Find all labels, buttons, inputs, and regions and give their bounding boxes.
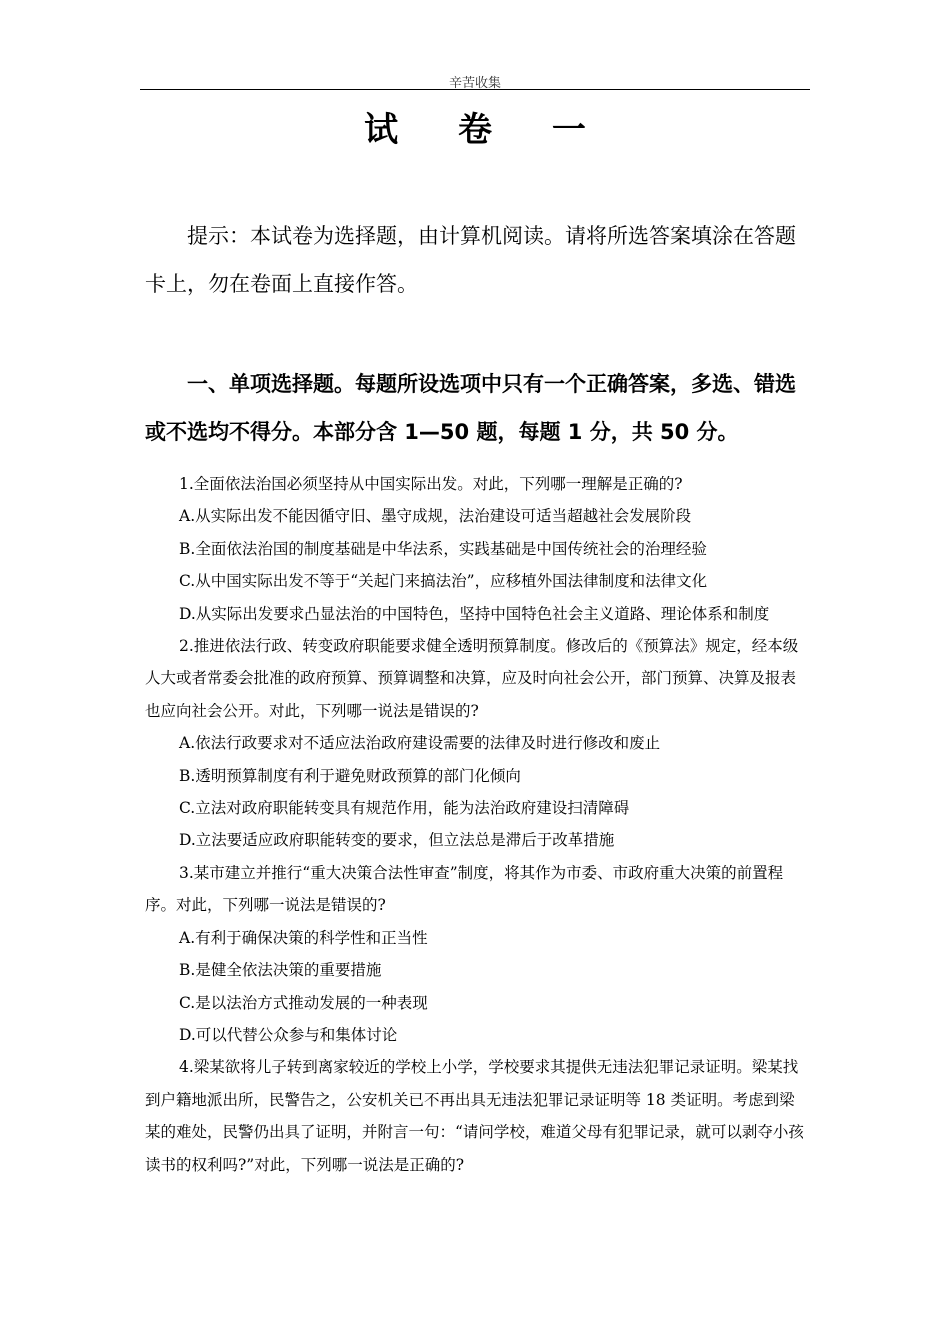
question-1-option-a: A.从实际出发不能因循守旧、墨守成规，法治建设可适当超越社会发展阶段: [179, 507, 692, 526]
exam-notice: 提示：本试卷为选择题，由计算机阅读。请将所选答案填涂在答题卡上，勿在卷面上直接作答。: [145, 224, 796, 296]
section-heading: 一、单项选择题。每题所设选项中只有一个正确答案，多选、错选或不选均不得分。本部分含 1—50 题，每题 1 分，共 50 分。: [145, 372, 796, 444]
question-2-stem: 2.推进依法行政、转变政府职能要求健全透明预算制度。修改后的《预算法》规定，经本级人大或者常委会批准的政府预算、预算调整和决算，应及时向社会公开，部门预算、决算及报表也应向社会公开。对此，下列哪一说法是错误的?: [145, 637, 799, 720]
question-3-option-c: C.是以法治方式推动发展的一种表现: [179, 993, 428, 1012]
question-2-option-d: D.立法要适应政府职能转变的要求，但立法总是滞后于改革措施: [179, 831, 615, 850]
question-2-option-c: C.立法对政府职能转变具有规范作用，能为法治政府建设扫清障碍: [179, 799, 630, 818]
question-2-option-a: A.依法行政要求对不适应法治政府建设需要的法律及时进行修改和废止: [179, 734, 661, 753]
question-3-option-d: D.可以代替公众参与和集体讨论: [179, 1025, 398, 1044]
question-4-stem: 4.梁某欲将儿子转到离家较近的学校上小学，学校要求其提供无违法犯罪记录证明。梁某找到户籍地派出所，民警告之，公安机关已不再出具无违法犯罪记录证明等 18 类证明。考虑到梁某的难处，民警仍出具了证明，并附言一句：“请问学校，难道父母有犯罪记录，就可以剥夺小孩读书的权利吗?”对此，下列哪一说法是正确的?: [145, 1058, 804, 1174]
question-1-option-c: C.从中国实际出发不等于“关起门来搞法治”，应移植外国法律制度和法律文化: [179, 572, 708, 591]
page-title: 试 卷 一: [364, 110, 610, 150]
question-list: [145, 468, 810, 1181]
question-1-stem: 1.全面依法治国必须坚持从中国实际出发。对此，下列哪一理解是正确的?: [179, 475, 683, 493]
page-header: 辛苦收集: [448, 76, 501, 91]
question-3-stem: 3.某市建立并推行“重大决策合法性审查”制度，将其作为市委、市政府重大决策的前置程序。对此，下列哪一说法是错误的?: [145, 863, 784, 915]
question-1-option-d: D.从实际出发要求凸显法治的中国特色，坚持中国特色社会主义道路、理论体系和制度: [179, 604, 770, 623]
question-2-option-b: B.透明预算制度有利于避免财政预算的部门化倾向: [179, 766, 521, 785]
question-3-option-a: A.有利于确保决策的科学性和正当性: [179, 928, 428, 947]
question-1-option-b: B.全面依法治国的制度基础是中华法系，实践基础是中国传统社会的治理经验: [179, 539, 707, 558]
header-divider: [140, 89, 810, 90]
question-3-option-b: B.是健全依法决策的重要措施: [179, 961, 382, 980]
